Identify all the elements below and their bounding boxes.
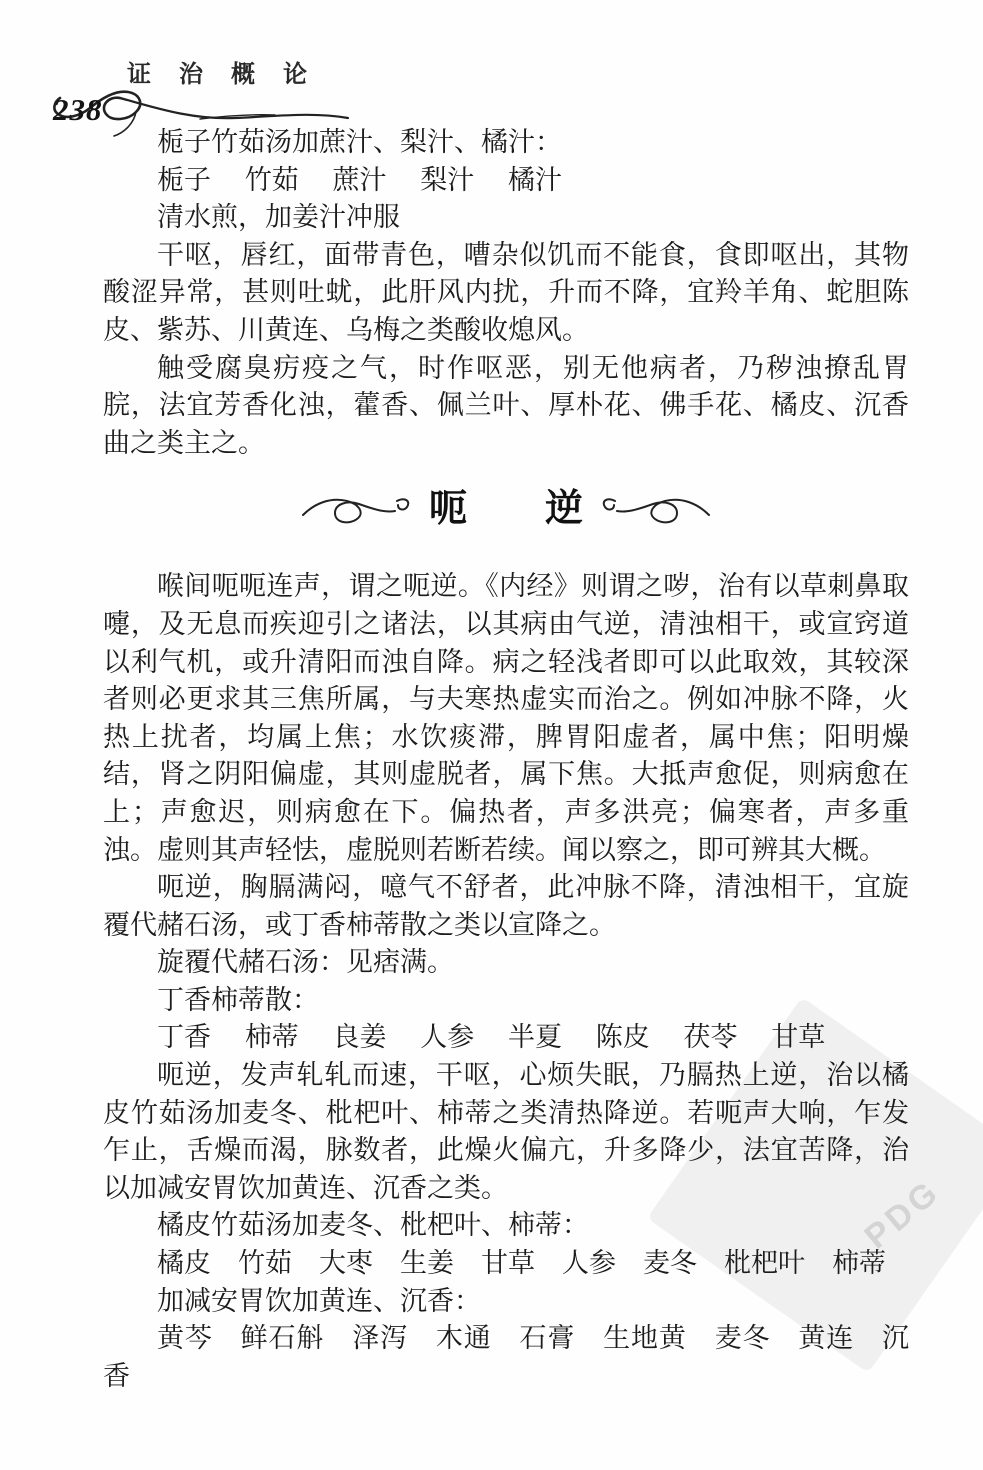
- paragraph: 喉间呃呃连声，谓之呃逆。《内经》则谓之哕，治有以草刺鼻取嚏，及无息而疾迎引之诸法，以其病由气逆，清浊相干，或宣窍道以利气机，或升清阳而浊自降。病之轻浅者即可以此取效，其较深者则必更求其三焦所属，与夫寒热虚实而治之。例如冲脉不降，火热上扰者，均属上焦；水饮痰滞，脾胃阳虚者，属中焦；阳明燥结，肾之阴阳偏虚，其则虚脱者，属下焦。大抵声愈促，则病愈在上；声愈迟，则病愈在下。偏热者，声多洪亮；偏寒者，声多重浊。虚则其声轻怯，虚脱则若断若续。闻以察之，即可辨其大概。: [103, 571, 909, 865]
- page-number: 238: [53, 92, 103, 127]
- section-title-char1: 呃: [428, 488, 467, 531]
- running-head-title: 证 治 概 论: [127, 62, 318, 88]
- formula-ingredients-line: 橘皮 竹茹 大枣 生姜 甘草 人参 麦冬 枇杷叶 柿蒂: [157, 1248, 886, 1279]
- formula-reference-line: 旋覆代赭石汤：见痞满。: [157, 947, 454, 978]
- formula-title-line: 橘皮竹茹汤加麦冬、枇杷叶、柿蒂：: [157, 1210, 589, 1241]
- formula-title-line: 丁香柿蒂散：: [157, 984, 319, 1015]
- formula-ingredients-line: 黄芩 鲜石斛 泽泻 木通 石膏 生地黄 麦冬 黄连 沉香: [103, 1323, 909, 1391]
- heading-flourish-left-icon: [301, 487, 413, 531]
- watermark-pdg-label: PDG: [857, 1172, 948, 1257]
- page-content: [103, 124, 909, 1395]
- heading-flourish-right-icon: [599, 487, 711, 531]
- formula-title-line: 栀子竹茹汤加蔗汁、梨汁、橘汁：: [157, 127, 562, 157]
- paragraph: 触受腐臭疠疫之气，时作呕恶，别无他病者，乃秽浊撩乱胃脘，法宜芳香化浊，藿香、佩兰叶、厚朴花、佛手花、橘皮、沉香曲之类主之。: [103, 352, 909, 458]
- paragraph: 呃逆，胸膈满闷，噫气不舒者，此冲脉不降，清浊相干，宜旋覆代赭石汤，或丁香柿蒂散之类以宣降之。: [103, 872, 909, 940]
- paragraph: 呃逆，发声轧轧而速，干呕，心烦失眠，乃膈热上逆，治以橘皮竹茹汤加麦冬、枇杷叶、柿蒂之类清热降逆。若呃声大响，乍发乍止，舌燥而渴，脉数者，此燥火偏亢，升多降少，法宜苦降，治以加减安胃饮加黄连、沉香之类。: [103, 1060, 909, 1203]
- section-heading: [103, 476, 909, 542]
- formula-preparation-line: 清水煎，加姜汁冲服: [157, 202, 400, 233]
- paragraph: 干呕，唇红，面带青色，嘈杂似饥而不能食，食即呕出，其物酸涩异常，甚则吐蚘，此肝风内扰，升而不降，宜羚羊角、蛇胆陈皮、紫苏、川黄连、乌梅之类酸收熄风。: [103, 239, 909, 345]
- formula-title-line: 加减安胃饮加黄连、沉香：: [157, 1285, 481, 1316]
- formula-ingredients-line: 栀子 竹茹 蔗汁 梨汁 橘汁: [157, 164, 562, 195]
- section-title-char2: 逆: [545, 488, 584, 531]
- formula-ingredients-line: 丁香 柿蒂 良姜 人参 半夏 陈皮 茯苓 甘草: [157, 1022, 826, 1053]
